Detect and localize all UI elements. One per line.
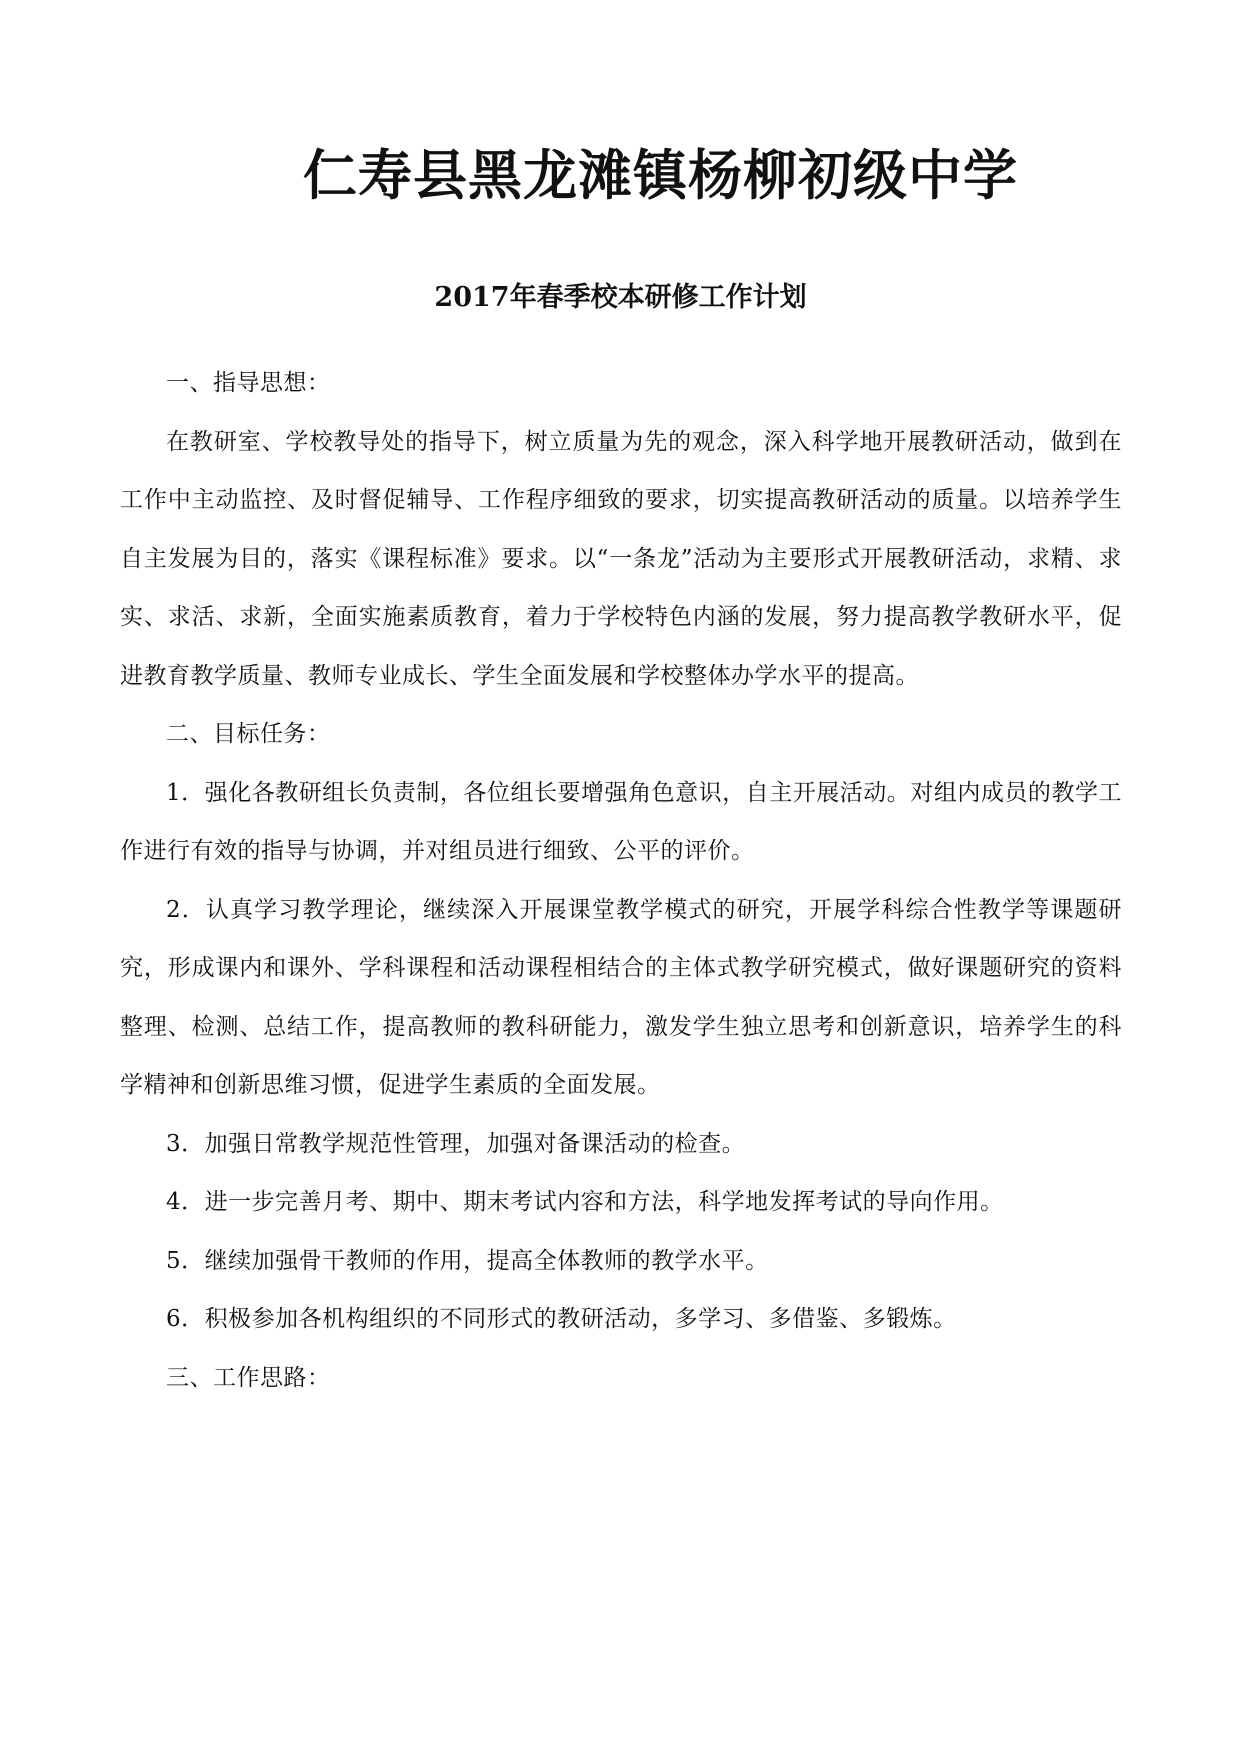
paragraph-guiding-ideology: 在教研室、学校教导处的指导下，树立质量为先的观念，深入科学地开展教研活动，做到在工作中主动监控、及时督促辅导、工作程序细致的要求，切实提高教研活动的质量。以培养学生自主发展为目的，落实《课程标准》要求。以“一条龙”活动为主要形式开展教研活动，求精、求实、求活、求新，全面实施素质教育，着力于学校特色内涵的发展，努力提高教学教研水平，促进教育教学质量、教师专业成长、学生全面发展和学校整体办学水平的提高。	[120, 428, 1122, 689]
objective-item-5: 5．继续加强骨干教师的作用，提高全体教师的教学水平。	[166, 1247, 769, 1274]
section-heading-guiding-ideology: 一、指导思想：	[166, 370, 331, 396]
school-name: 仁寿县黑龙滩镇杨柳初级中学	[303, 143, 1018, 207]
objective-item-2: 2．认真学习教学理论，继续深入开展课堂教学模式的研究，开展学科综合性教学等课题研究，形成课内和课外、学科课程和活动课程相结合的主体式教学研究模式，做好课题研究的资料整理、检测、总结工作，提高教师的教科研能力，激发学生独立思考和创新意识，培养学生的科学精神和创新思维习惯，促进学生素质的全面发展。	[120, 896, 1122, 1098]
objective-item-1: 1．强化各教研组长负责制，各位组长要增强角色意识，自主开展活动。对组内成员的教学工作进行有效的指导与协调，并对组员进行细致、公平的评价。	[120, 779, 1122, 864]
objective-item-4: 4．进一步完善月考、期中、期末考试内容和方法，科学地发挥考试的导向作用。	[166, 1189, 1004, 1215]
document-title: 2017年春季校本研修工作计划	[434, 282, 807, 313]
document-body	[120, 354, 1122, 1407]
section-heading-objectives: 二、目标任务：	[166, 721, 331, 747]
objective-item-6: 6．积极参加各机构组织的不同形式的教研活动，多学习、多借鉴、多锻炼。	[166, 1306, 957, 1332]
objective-item-3: 3．加强日常教学规范性管理，加强对备课活动的检查。	[166, 1130, 746, 1157]
section-heading-work-approach: 三、工作思路：	[166, 1364, 331, 1391]
